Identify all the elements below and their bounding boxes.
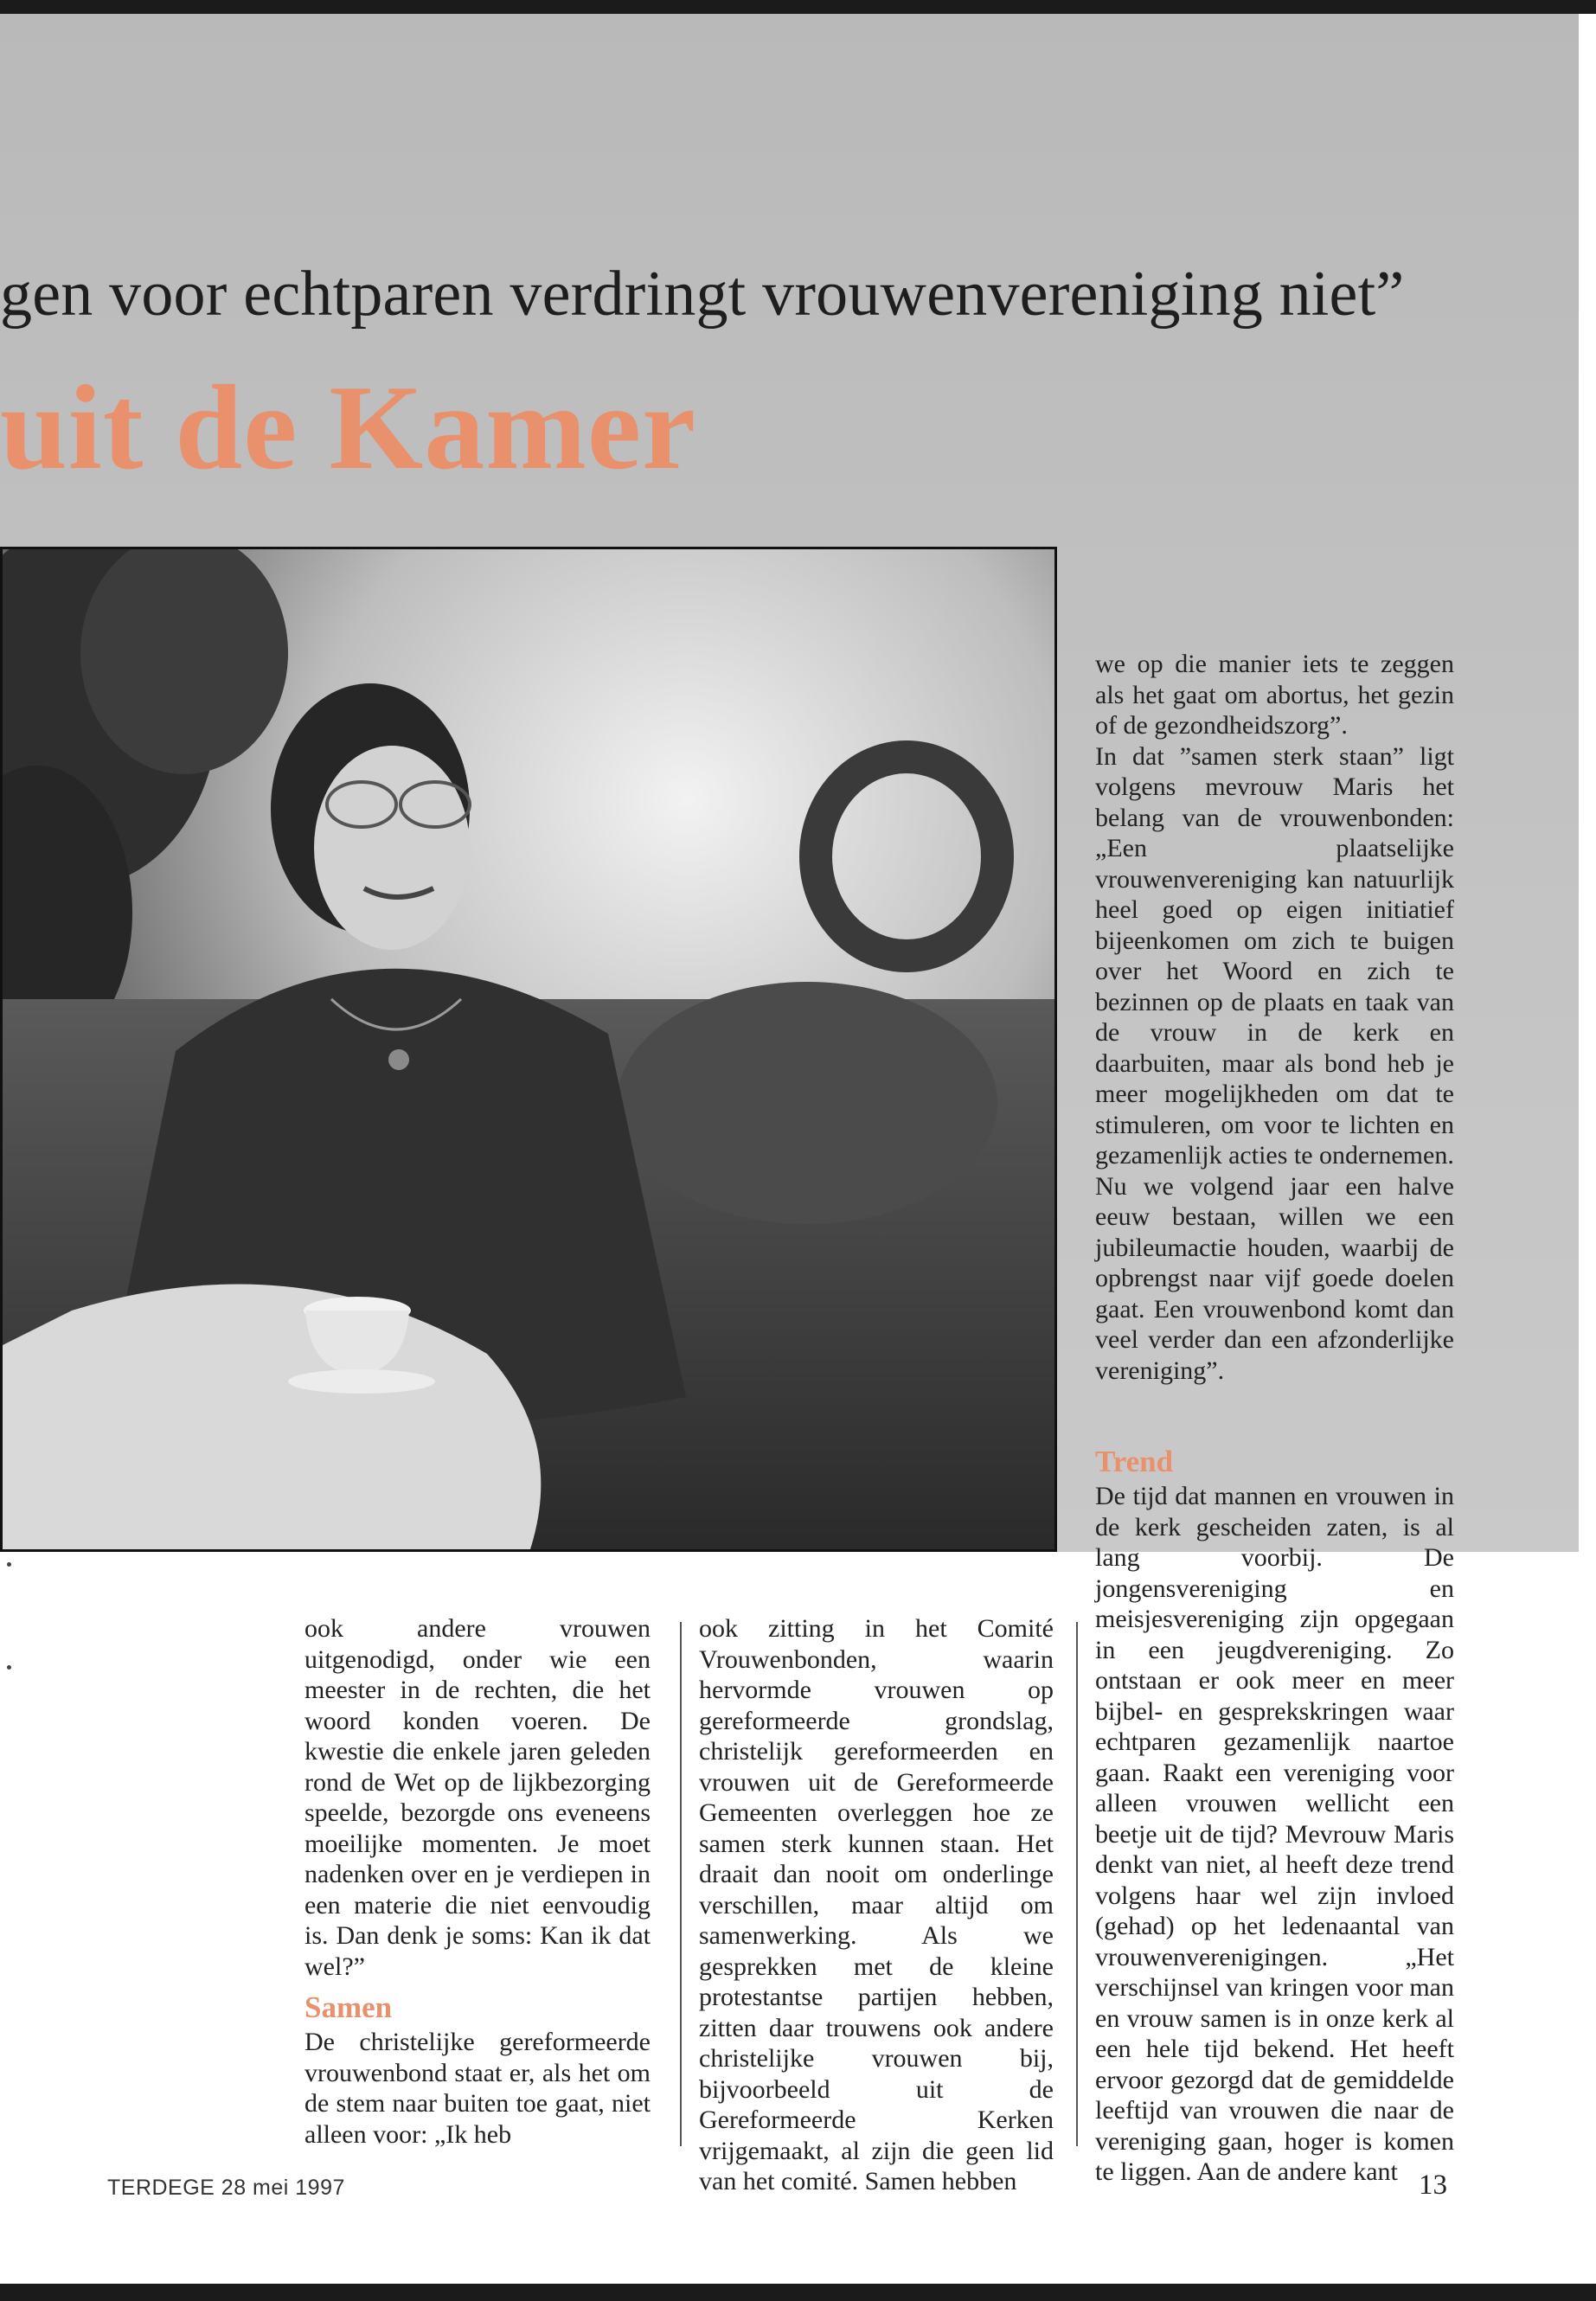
text-column-3 — [1095, 649, 1454, 1386]
page-number: 13 — [1419, 2170, 1447, 2201]
article-headline: uit de Kamer — [0, 361, 697, 495]
subhead-trend: Trend — [1095, 1445, 1174, 1478]
column-divider — [1076, 1622, 1078, 2146]
text-column-2 — [699, 1613, 1054, 2197]
paragraph: De tijd dat mannen en vrouwen in de kerk gescheiden zaten, is al lang voorbij. De jongensvereniging en meisjesvereniging zijn opgegaan in een jeugdvereniging. Zo ontstaan er ook meer en meer bijbel- en gesprekskringen waar echtparen gezamenlijk naartoe gaan. Raakt een vereniging voor alleen vrouwen wellicht een beetje uit de tijd? Mevrouw Maris denkt van niet, al heeft deze trend volgens haar wel zijn invloed (gehad) op het ledenaantal van vrouwenverenigingen. „Het verschijnsel van kringen voor man en vrouw samen is in onze kerk al een hele tijd bekend. Het heeft ervoor gezorgd dat de gemiddelde leeftijd van vrouwen die naar de vereniging gaan, hoger is komen te liggen. Aan de andere kant — [1095, 1482, 1454, 2186]
article-kicker: gen voor echtparen verdringt vrouwenvereniging niet” — [0, 259, 1405, 330]
margin-mark — [7, 1562, 11, 1567]
article-photo — [0, 547, 1057, 1552]
paragraph: In dat ”samen sterk staan” ligt volgens mevrouw Maris het belang van de vrouwenbonden: „Een plaatselijke vrouwenvereniging kan natuurlijk heel goed op eigen initiatief bijeenkomen om zich te buigen over het Woord en zich te bezinnen op de plaats en taak van de vrouw in de kerk en daarbuiten, maar als bond heb je meer mogelijkheden om dat te stimuleren, om voor te lichten en gezamenlijk acties te ondernemen. — [1095, 741, 1454, 1170]
footer-publication: TERDEGE 28 mei 1997 — [107, 2176, 345, 2200]
paragraph: ook andere vrouwen uitgenodigd, onder wie een meester in de rechten, die het woord konden voeren. De kwestie die enkele jaren geleden rond de Wet op de lijkbezorging speelde, bezorgde ons eveneens moeilijke momenten. Je moet nadenken over en je verdiepen in een materie die niet eenvoudig is. Dan denk je soms: Kan ik dat wel?” — [304, 1614, 651, 1981]
paragraph: De christelijke gereformeerde vrouwenbond staat er, als het om de stem naar buiten toe gaat, niet alleen voor: „Ik heb — [304, 2028, 651, 2149]
text-column-4 — [1095, 1436, 1454, 2188]
margin-mark — [7, 1665, 11, 1670]
paragraph: ook zitting in het Comité Vrouwenbonden, waarin hervormde vrouwen op gereformeerde grondslag, christelijk gereformeerden en vrouwen uit de Gereformeerde Gemeenten overleggen hoe ze samen sterk kunnen staan. Het draait dan nooit om onderlinge verschillen, maar altijd om samenwerking. Als we gesprekken met de kleine protestantse partijen hebben, zitten daar trouwens ook andere christelijke vrouwen bij, bijvoorbeeld uit de Gereformeerde Kerken vrijgemaakt, al zijn die geen lid van het comité. Samen hebben — [699, 1614, 1054, 2195]
page-edge-top — [0, 0, 1596, 14]
photo-cushion — [617, 982, 997, 1224]
paragraph: we op die manier iets te zeggen als het gaat om abortus, het gezin of de gezondheidszorg”. — [1095, 650, 1454, 740]
photo-illustration — [3, 549, 1054, 1549]
paragraph: Nu we volgend jaar een halve eeuw bestaan, willen we een jubileumactie houden, waarbij de opbrengst naar vijf goede doelen gaat. Een vrouwenbond komt dan veel verder dan een afzonderlijke vereniging”. — [1095, 1171, 1454, 1385]
page-edge-bottom — [0, 2284, 1596, 2301]
subhead-samen: Samen — [304, 1990, 393, 2024]
column-divider — [680, 1622, 682, 2146]
text-column-1 — [304, 1613, 651, 2150]
